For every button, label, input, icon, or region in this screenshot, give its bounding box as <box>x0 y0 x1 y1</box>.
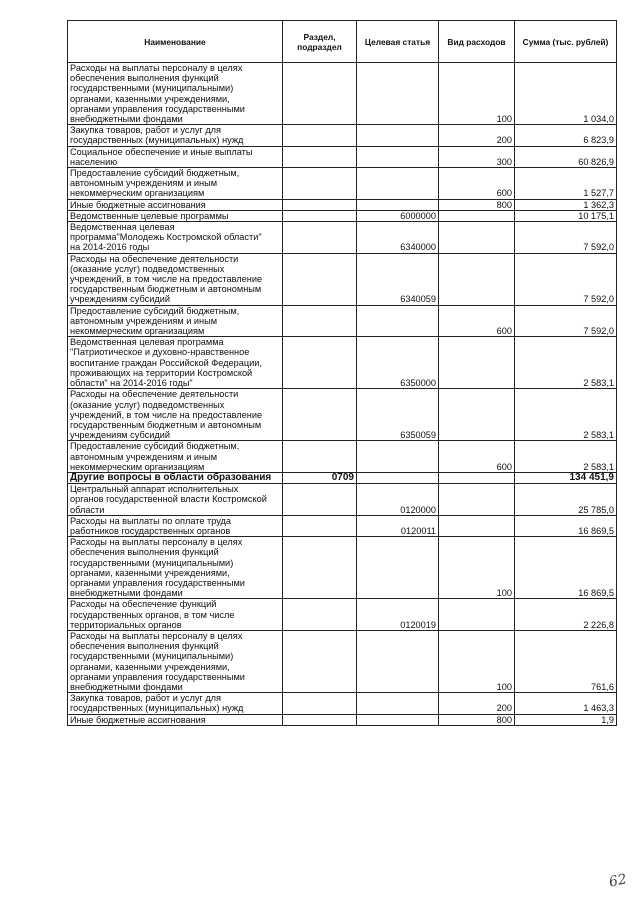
row-name-cell: Иные бюджетные ассигнования <box>68 199 283 210</box>
row-sum-cell: 1 527,7 <box>515 168 617 200</box>
table-row <box>68 714 617 725</box>
col-header-sum: Сумма (тыс. рублей) <box>515 21 617 63</box>
row-name-cell: Социальное обеспечение и иные выплаты населению <box>68 146 283 167</box>
row-section-cell <box>283 305 357 337</box>
row-kind-cell <box>439 337 515 389</box>
table-row <box>68 337 617 389</box>
row-kind-cell <box>439 484 515 516</box>
row-kind-cell: 300 <box>439 146 515 167</box>
row-sum-cell: 2 583,1 <box>515 441 617 473</box>
row-target-cell <box>357 472 439 483</box>
row-kind-cell: 100 <box>439 63 515 125</box>
row-name-cell: Ведомственные целевые программы <box>68 210 283 221</box>
row-section-cell <box>283 484 357 516</box>
row-name-cell: Расходы на выплаты персоналу в целях обеспечения выполнения функций государственными (муниципальными) органами, казенными учреждениями, органами управления государственными внебюджетными фондами <box>68 537 283 599</box>
row-sum-cell: 7 592,0 <box>515 222 617 254</box>
row-kind-cell <box>439 599 515 631</box>
row-kind-cell <box>439 472 515 483</box>
row-target-cell <box>357 441 439 473</box>
row-section-cell <box>283 210 357 221</box>
row-target-cell <box>357 63 439 125</box>
row-sum-cell: 25 785,0 <box>515 484 617 516</box>
table-row <box>68 199 617 210</box>
row-target-cell <box>357 714 439 725</box>
table-row <box>68 537 617 599</box>
row-target-cell <box>357 168 439 200</box>
row-sum-cell: 2 583,1 <box>515 337 617 389</box>
row-target-cell: 0120000 <box>357 484 439 516</box>
row-sum-cell: 16 869,5 <box>515 515 617 536</box>
row-sum-cell: 761,6 <box>515 630 617 692</box>
header-row <box>68 21 617 63</box>
row-name-cell: Закупка товаров, работ и услуг для государственных (муниципальных) нужд <box>68 125 283 146</box>
row-sum-cell: 7 592,0 <box>515 305 617 337</box>
row-target-cell <box>357 693 439 714</box>
table-row <box>68 389 617 441</box>
row-target-cell <box>357 630 439 692</box>
row-target-cell: 6340000 <box>357 222 439 254</box>
row-section-cell <box>283 199 357 210</box>
row-name-cell: Расходы на выплаты персоналу в целях обеспечения выполнения функций государственными (муниципальными) органами, казенными учреждениями, органами управления государственными внебюджетными фондами <box>68 630 283 692</box>
row-section-cell <box>283 253 357 305</box>
row-kind-cell <box>439 515 515 536</box>
row-target-cell: 0120011 <box>357 515 439 536</box>
row-section-cell: 0709 <box>283 472 357 483</box>
table-row <box>68 630 617 692</box>
row-kind-cell <box>439 210 515 221</box>
row-kind-cell: 600 <box>439 168 515 200</box>
page-number: 62 <box>607 871 629 891</box>
row-name-cell: Предоставление субсидий бюджетным, автономным учреждениям и иным некоммерческим организациям <box>68 305 283 337</box>
row-name-cell: Ведомственная целевая программа"Молодежь Костромской области" на 2014-2016 годы <box>68 222 283 254</box>
row-target-cell: 6000000 <box>357 210 439 221</box>
row-name-cell: Расходы на выплаты по оплате труда работников государственных органов <box>68 515 283 536</box>
col-header-kind: Вид расходов <box>439 21 515 63</box>
row-section-cell <box>283 599 357 631</box>
row-kind-cell: 600 <box>439 305 515 337</box>
row-section-cell <box>283 125 357 146</box>
table-body <box>68 63 617 726</box>
row-target-cell: 6340059 <box>357 253 439 305</box>
row-kind-cell: 100 <box>439 537 515 599</box>
row-section-cell <box>283 630 357 692</box>
row-kind-cell: 800 <box>439 199 515 210</box>
row-name-cell: Иные бюджетные ассигнования <box>68 714 283 725</box>
row-kind-cell: 200 <box>439 693 515 714</box>
row-sum-cell: 60 826,9 <box>515 146 617 167</box>
row-sum-cell: 1 362,3 <box>515 199 617 210</box>
table-row <box>68 515 617 536</box>
row-name-cell: Центральный аппарат исполнительных органов государственной власти Костромской области <box>68 484 283 516</box>
row-section-cell <box>283 515 357 536</box>
row-kind-cell: 800 <box>439 714 515 725</box>
table-row <box>68 125 617 146</box>
row-kind-cell <box>439 222 515 254</box>
table-row <box>68 168 617 200</box>
row-sum-cell: 2 583,1 <box>515 389 617 441</box>
table-row <box>68 222 617 254</box>
budget-table <box>67 20 617 726</box>
row-name-cell: Расходы на обеспечение деятельности (оказание услуг) подведомственных учреждений, в том числе на предоставление государственным бюджетным и автономным учреждениям субсидий <box>68 253 283 305</box>
row-kind-cell <box>439 389 515 441</box>
table-row <box>68 599 617 631</box>
row-name-cell: Другие вопросы в области образования <box>68 472 283 483</box>
row-target-cell <box>357 125 439 146</box>
row-section-cell <box>283 693 357 714</box>
row-kind-cell <box>439 253 515 305</box>
row-name-cell: Предоставление субсидий бюджетным, автономным учреждениям и иным некоммерческим организациям <box>68 168 283 200</box>
row-section-cell <box>283 537 357 599</box>
row-sum-cell: 1,9 <box>515 714 617 725</box>
table-row <box>68 693 617 714</box>
row-name-cell: Закупка товаров, работ и услуг для государственных (муниципальных) нужд <box>68 693 283 714</box>
table-row <box>68 63 617 125</box>
col-header-section: Раздел, подраздел <box>283 21 357 63</box>
row-target-cell: 0120019 <box>357 599 439 631</box>
row-name-cell: Расходы на обеспечение деятельности (оказание услуг) подведомственных учреждений, в том числе на предоставление государственным бюджетным и автономным учреждениям субсидий <box>68 389 283 441</box>
row-target-cell <box>357 199 439 210</box>
row-target-cell <box>357 146 439 167</box>
row-sum-cell: 2 226,8 <box>515 599 617 631</box>
row-target-cell: 6350000 <box>357 337 439 389</box>
table-row <box>68 146 617 167</box>
row-section-cell <box>283 389 357 441</box>
row-kind-cell: 600 <box>439 441 515 473</box>
row-kind-cell: 200 <box>439 125 515 146</box>
row-sum-cell: 16 869,5 <box>515 537 617 599</box>
col-header-target: Целевая статья <box>357 21 439 63</box>
row-sum-cell: 6 823,9 <box>515 125 617 146</box>
row-section-cell <box>283 441 357 473</box>
row-name-cell: Ведомственная целевая программа "Патриотическое и духовно-нравственное воспитание граждан Российской Федерации, проживающих на территории Костромской области" на 2014-2016 годы" <box>68 337 283 389</box>
row-sum-cell: 1 034,0 <box>515 63 617 125</box>
row-section-cell <box>283 714 357 725</box>
row-kind-cell: 100 <box>439 630 515 692</box>
row-section-cell <box>283 63 357 125</box>
table-row <box>68 305 617 337</box>
table-row <box>68 484 617 516</box>
row-section-cell <box>283 337 357 389</box>
row-name-cell: Расходы на выплаты персоналу в целях обеспечения выполнения функций государственными (муниципальными) органами, казенными учреждениями, органами управления государственными внебюджетными фондами <box>68 63 283 125</box>
row-target-cell <box>357 305 439 337</box>
table-row <box>68 210 617 221</box>
row-target-cell <box>357 537 439 599</box>
row-sum-cell: 10 175,1 <box>515 210 617 221</box>
row-target-cell: 6350059 <box>357 389 439 441</box>
row-section-cell <box>283 146 357 167</box>
row-sum-cell: 7 592,0 <box>515 253 617 305</box>
row-name-cell: Расходы на обеспечение функций государственных органов, в том числе территориальных органов <box>68 599 283 631</box>
col-header-name: Наименование <box>68 21 283 63</box>
table-row <box>68 253 617 305</box>
row-name-cell: Предоставление субсидий бюджетным, автономным учреждениям и иным некоммерческим организациям <box>68 441 283 473</box>
row-sum-cell: 1 463,3 <box>515 693 617 714</box>
table-row <box>68 472 617 483</box>
table-row <box>68 441 617 473</box>
row-sum-cell: 134 451,9 <box>515 472 617 483</box>
row-section-cell <box>283 168 357 200</box>
row-section-cell <box>283 222 357 254</box>
